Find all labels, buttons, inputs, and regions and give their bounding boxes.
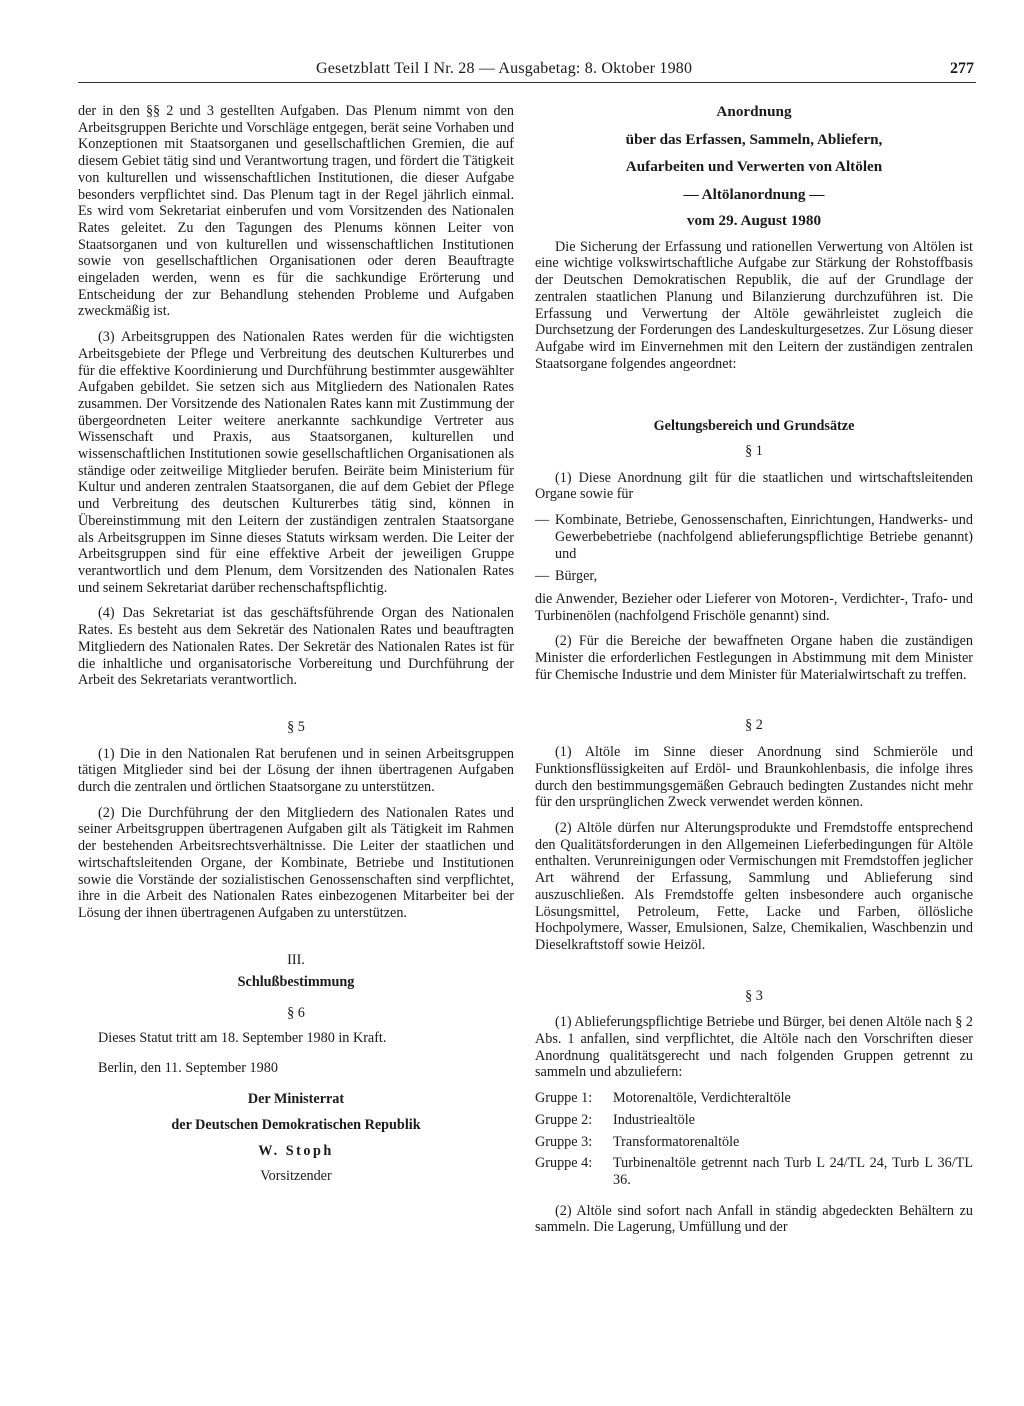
signature-authority-line-2: der Deutschen Demokratischen Republik [171,1116,421,1133]
ordinance-title-2: über das Erfassen, Sammeln, Abliefern, [625,130,883,148]
group-row [535,1090,973,1107]
ordinance-title-3: Aufarbeiten und Verwerten von Altölen [625,158,883,175]
statute-paragraph-continued: der in den §§ 2 und 3 gestellten Aufgaben. Das Plenum nimmt von den Arbeitsgruppen Berichte und Vorschläge entgegen, berät seine Vorhaben und Konzeptionen mit Staatsorganen und gesellschaftlichen Gremien, die auf diesem Gebiet tätig sind und Verantwortung tragen, und fördert die Tätigkeit von kulturellen und wissenschaftlichen Institutionen, die dieser Aufgabe besonders verpflichtet sind. Das Plenum tagt in der Regel jährlich einmal. Es wird vom Sekretariat einberufen und vom Vorsitzenden des Nationalen Rates geleitet. Zu den Tagungen des Plenums können Leiter von Staatsorganen und von kulturellen und wissenschaftlichen Institutionen sowie von gesellschaftlichen Organisationen oder deren Beauftragte eingeladen werden, wenn es für die sachkundige Erörterung und Entscheidung der zur Behandlung stehenden Probleme und Aufgaben zweckmäßig ist. [78,103,514,320]
dash-marker: — [535,512,550,529]
list-item [535,512,973,562]
place-date: Berlin, den 11. September 1980 [98,1060,278,1077]
section-1-paragraph-1: (1) Diese Anordnung gilt für die staatlichen und wirtschaftsleitenden Organe sowie für [535,469,973,503]
statute-paragraph-3: (3) Arbeitsgruppen des Nationalen Rates werden für die wichtigsten Arbeitsgebiete der Pflege und Verbreitung des deutschen Kulturerbes und für die effektive Koordinierung und Durchführung bestimmter ausgewählter Aufgaben gebildet. Sie setzen sich aus Mitgliedern des Nationalen Rates zusammen. Der Vorsitzende des Nationalen Rates kann mit Zustimmung der übergeordneten Leiter weitere anerkannte sachkundige Vertreter aus Wissenschaft und Praxis, aus Staatsorganen, kulturellen und wissenschaftlichen Institutionen sowie gesellschaftlichen Organisationen als ständige oder zeitweilige Mitglieder berufen. Beiräte beim Ministerium für Kultur und anderen zentralen Staatsorganen, die auf dem Gebiet der Pflege und Verbreitung des deutschen Kulturerbes tätig sind, können in Übereinstimmung mit den Leitern der zuständigen zentralen Staatsorgane als Arbeitsgruppen im Sinne dieses Statuts wirksam werden. Die Leiter der Arbeitsgruppen sind für eine effektive Arbeit der jeweiligen Gruppe verantwortlich und dem Plenum, dem Vorsitzenden des Nationalen Rates und seinem Sekretariat darüber rechenschaftspflichtig. [78,329,514,596]
section-3-paragraph-1: (1) Ablieferungspflichtige Betriebe und Bürger, bei denen Altöle nach § 2 Abs. 1 anfallen, sind verpflichtet, die Altöle nach den Vorschriften dieser Anordnung qualitätsgerecht und nach folgenden Gruppen getrennt zu sammeln und abzuliefern: [535,1014,973,1081]
scope-heading: Geltungsbereich und Grundsätze [653,418,855,435]
preamble: Die Sicherung der Erfassung und rationellen Verwertung von Altölen ist eine wichtige volkswirtschaftliche Aufgabe zur Stärkung der Rohstoffbasis der Deutschen Demokratischen Republik, die auf der Grundlage der zentralen staatlichen Planung und Bilanzierung durchzuführen ist. Die Erfassung und Verwertung der Altöle gewährleistet zugleich die Durchsetzung der Forderungen des Landeskulturgesetzes. Zur Lösung dieser Aufgabe wird im Einvernehmen mit den Leitern der zuständigen zentralen Staatsorgane folgendes angeordnet: [535,238,973,372]
group-text: Turbinenaltöle getrennt nach Turb L 24/TL 24, Turb L 36/TL 36. [613,1155,973,1188]
section-1-continuation: die Anwender, Bezieher oder Lieferer von Motoren-, Verdichter-, Trafo- und Turbinenölen (nachfolgend Frischöle genannt) sind. [535,590,973,624]
section-2-heading: § 2 [745,717,763,734]
section-5-paragraph-2: (2) Die Durchführung der den Mitgliedern des Nationalen Rates und seiner Arbeitsgruppen übertragenen Aufgaben gilt als Tätigkeit im Rahmen der bestehenden Arbeitsrechtsverhältnisse. Die Leiter der staatlichen und wirtschaftsleitenden Organe, der Kombinate, Betriebe und Institutionen sowie die Vorstände der sozialistischen Genossenschaften sind verpflichtet, ihre in die Arbeit des Nationalen Rates einbezogenen Mitarbeiter bei der Lösung der ihnen übertragenen Aufgaben zu unterstützen. [78,804,514,921]
right-column [535,103,973,1245]
ordinance-short-title: — Altölanordnung — [683,185,825,203]
group-label: Gruppe 1: [535,1090,593,1107]
section-3-paragraph-2: (2) Altöle sind sofort nach Anfall in ständig abgedeckten Behältern zu sammeln. Die Lagerung, Umfüllung und der [535,1202,973,1236]
ordinance-title-1: Anordnung [716,103,792,120]
left-column [78,103,514,1194]
group-row [535,1112,973,1129]
list-item [535,568,973,585]
group-text: Industriealtöle [613,1111,695,1128]
part-3-heading: III. [287,951,305,968]
group-text: Transformatorenaltöle [613,1133,740,1150]
section-2-paragraph-2: (2) Altöle dürfen nur Alterungsprodukte und Fremdstoffe entsprechend den Qualitätsforderungen in den Allgemeinen Lieferbedingungen für Altöle enthalten. Verunreinigungen oder Vermischungen mit Fremdstoffen jeglicher Art während der Erfassung, Sammlung und Ablieferung sind auszuschließen. Als Fremdstoffe gelten insbesondere auch organische Lösungsmittel, Petroleum, Fette, Lacke und Farben, öllösliche Hochpolymere, Wasser, Emulsionen, Salze, Chemikalien, Waschbenzin und Dieselkraftstoff sowie Heizöl. [535,819,973,953]
group-label: Gruppe 3: [535,1133,593,1150]
section-6-text: Dieses Statut tritt am 18. September 1980 in Kraft. [98,1029,387,1046]
signature-authority-line-1: Der Ministerrat [247,1091,345,1108]
section-1-paragraph-2: (2) Für die Bereiche der bewaffneten Organe haben die zuständigen Minister die erforderlichen Festlegungen in Abstimmung mit dem Minister für Chemische Industrie und dem Minister für Materialwirtschaft zu treffen. [535,633,973,683]
group-row [535,1134,973,1151]
signatory-name: W. Stoph [258,1142,334,1159]
final-provision-heading: Schlußbestimmung [237,974,355,991]
group-label: Gruppe 2: [535,1111,593,1128]
group-row [535,1155,973,1188]
section-1-heading: § 1 [745,443,763,460]
statute-paragraph-4: (4) Das Sekretariat ist das geschäftsführende Organ des Nationalen Rates. Es besteht aus dem Sekretär des Nationalen Rates und beauftragten Mitgliedern des Nationalen Rates. Der Sekretär des Nationalen Rates ist für die inhaltliche und organisatorische Vorbereitung und Durchführung der Arbeit des Sekretariats verantwortlich. [78,605,514,689]
group-label: Gruppe 4: [535,1155,593,1172]
header-title: Gesetzblatt Teil I Nr. 28 — Ausgabetag: 8. Oktober 1980 [316,60,693,77]
section-6-heading: § 6 [287,1005,305,1022]
dash-marker: — [535,568,550,585]
section-5-paragraph-1: (1) Die in den Nationalen Rat berufenen und in seinen Arbeitsgruppen tätigen Mitglieder sind bei der Lösung der ihnen übertragenen Aufgaben durch die zentralen und örtlichen Staatsorgane zu unterstützen. [78,745,514,796]
page-header [78,58,976,83]
page-number: 277 [950,60,974,77]
group-text: Motorenaltöle, Verdichteraltöle [613,1090,791,1107]
ordinance-date: vom 29. August 1980 [686,212,822,229]
list-item-text: Kombinate, Betriebe, Genossenschaften, Einrichtungen, Handwerks- und Gewerbebetriebe (nachfolgend ablieferungspflichtige Betriebe genannt) und [555,512,973,562]
signatory-role: Vorsitzender [260,1168,332,1185]
section-5-heading: § 5 [287,718,305,735]
section-2-paragraph-1: (1) Altöle im Sinne dieser Anordnung sind Schmieröle und Funktionsflüssigkeiten auf Erdöl- und Braunkohlenbasis, die infolge ihres durch den bestimmungsgemäßen Gebrauch bedingten Zustandes nicht mehr für den ursprünglichen Zweck verwendet werden können. [535,744,973,811]
list-item-text: Bürger, [555,568,598,585]
section-3-heading: § 3 [745,987,763,1004]
